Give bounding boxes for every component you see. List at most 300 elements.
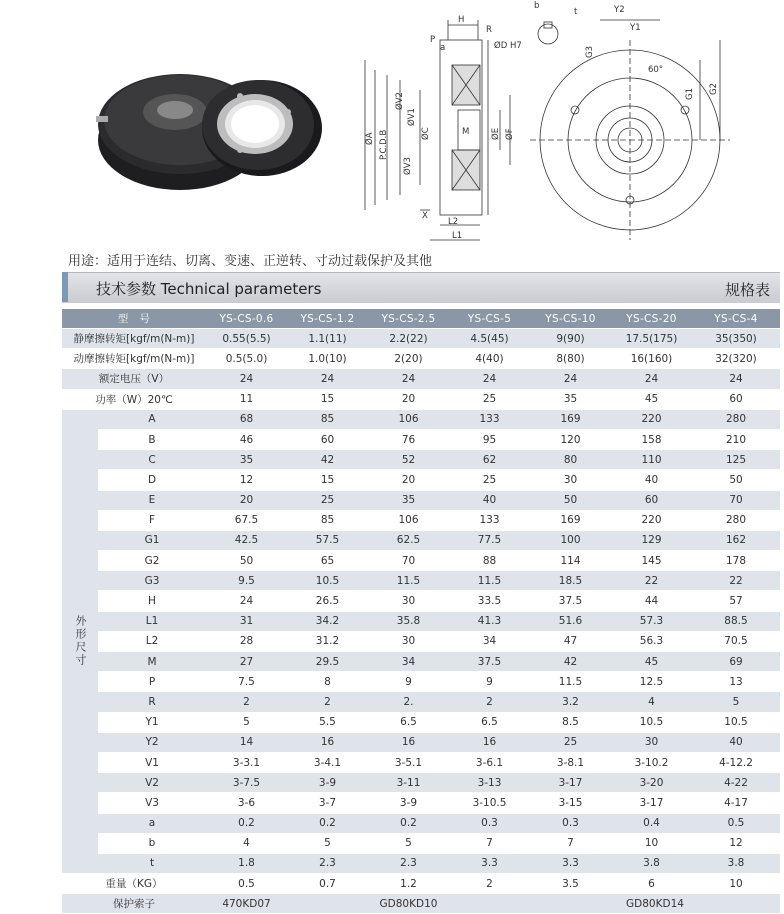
table-cell: 0.2 <box>287 813 368 833</box>
row-label: 功率（W）20℃ <box>62 389 206 409</box>
table-cell: 30 <box>368 591 449 611</box>
table-cell: 24 <box>611 369 692 389</box>
table-cell: 77.5 <box>449 530 530 550</box>
row-label: B <box>98 429 206 449</box>
dim-label-y2: Y2 <box>614 5 625 15</box>
dim-label-v2: ØV2 <box>395 92 405 110</box>
table-cell: 2 <box>449 874 530 894</box>
table-row <box>62 591 780 611</box>
table-cell: 8(80) <box>530 349 611 369</box>
model-header-cell: YS-CS-10 <box>530 309 611 329</box>
row-label: 额定电压（V） <box>62 369 206 389</box>
table-row <box>62 631 780 651</box>
row-label: 动摩擦转矩[kgf/m(N-m)] <box>62 349 206 369</box>
table-cell: 67.5 <box>206 510 287 530</box>
table-cell: 162 <box>692 530 780 550</box>
table-cell: 31 <box>206 611 287 631</box>
table-cell: 3-3.1 <box>206 752 287 772</box>
row-label: F <box>98 510 206 530</box>
dim-label-v1: ØV1 <box>407 108 417 126</box>
table-cell: 33.5 <box>449 591 530 611</box>
table-cell: 11.5 <box>449 571 530 591</box>
table-cell: 11 <box>206 389 287 409</box>
table-cell: 4 <box>206 833 287 853</box>
table-cell: 7.5 <box>206 672 287 692</box>
table-cell: 0.3 <box>530 813 611 833</box>
table-cell: 20 <box>368 389 449 409</box>
table-cell: 45 <box>611 652 692 672</box>
table-cell: 3-15 <box>530 793 611 813</box>
section-title: 技术参数 Technical parameters <box>96 280 322 298</box>
table-cell: 14 <box>206 732 287 752</box>
row-label: b <box>98 833 206 853</box>
table-row <box>62 692 780 712</box>
table-row <box>62 813 780 833</box>
table-cell: 280 <box>692 409 780 429</box>
table-cell: 8 <box>287 672 368 692</box>
row-label: C <box>98 450 206 470</box>
table-cell: 50 <box>206 551 287 571</box>
table-cell: 169 <box>530 510 611 530</box>
table-cell: 13 <box>692 672 780 692</box>
table-cell: 50 <box>530 490 611 510</box>
table-row <box>62 490 780 510</box>
model-header-cell: YS-CS-20 <box>611 309 692 329</box>
table-cell: 35 <box>368 490 449 510</box>
table-cell: 3.5 <box>530 874 611 894</box>
dim-label-c: ØC <box>421 127 431 140</box>
dim-label-b: b <box>534 1 540 11</box>
table-cell: 16 <box>368 732 449 752</box>
dim-label-m: M <box>462 127 470 137</box>
table-cell: 10.5 <box>287 571 368 591</box>
table-cell: 76 <box>368 429 449 449</box>
table-row <box>62 732 780 752</box>
table-cell: 37.5 <box>530 591 611 611</box>
table-cell: 178 <box>692 551 780 571</box>
table-cell: 17.5(175) <box>611 329 692 349</box>
table-cell: 2.2(22) <box>368 329 449 349</box>
row-label: G1 <box>98 530 206 550</box>
table-cell: 3-9 <box>287 773 368 793</box>
table-cell: 210 <box>692 429 780 449</box>
section-header-accent <box>62 272 68 302</box>
table-cell: 25 <box>530 732 611 752</box>
table-cell: 32(320) <box>692 349 780 369</box>
dim-label-t: t <box>574 7 578 17</box>
table-cell: 24 <box>692 369 780 389</box>
table-row <box>62 329 780 349</box>
table-cell: 9(90) <box>530 329 611 349</box>
table-cell: 41.3 <box>449 611 530 631</box>
table-row <box>62 429 780 449</box>
row-label: L2 <box>98 631 206 651</box>
table-cell: 69 <box>692 652 780 672</box>
table-cell: 2(20) <box>368 349 449 369</box>
table-cell: 3-17 <box>530 773 611 793</box>
table-cell: 15 <box>287 389 368 409</box>
table-cell: 25 <box>449 470 530 490</box>
table-cell: 24 <box>206 591 287 611</box>
row-label: L1 <box>98 611 206 631</box>
row-label: 保护索子 <box>62 894 206 914</box>
dim-label-f: ØF <box>505 128 515 140</box>
table-row <box>62 349 780 369</box>
table-cell: 40 <box>611 470 692 490</box>
dim-label-e: ØE <box>491 127 501 140</box>
table-row <box>62 510 780 530</box>
table-cell: 3-5.1 <box>368 752 449 772</box>
table-cell: 145 <box>611 551 692 571</box>
table-cell: 0.4 <box>611 813 692 833</box>
table-cell: 1.1(11) <box>287 329 368 349</box>
table-cell: 25 <box>449 389 530 409</box>
table-cell: 16(160) <box>611 349 692 369</box>
table-cell: 280 <box>692 510 780 530</box>
table-cell: 220 <box>611 510 692 530</box>
table-cell: 24 <box>368 369 449 389</box>
table-cell: 6.5 <box>449 712 530 732</box>
model-header-cell: YS-CS-1.2 <box>287 309 368 329</box>
table-cell: 30 <box>368 631 449 651</box>
table-cell: 2.3 <box>287 853 368 873</box>
table-cell: 24 <box>206 369 287 389</box>
table-cell: 3.8 <box>692 853 780 873</box>
row-label: D <box>98 470 206 490</box>
table-cell: 3-8.1 <box>530 752 611 772</box>
usage-text: 用途：适用于连结、切离、变速、正逆转、寸动过载保护及其他 <box>68 254 433 269</box>
table-cell: 3.3 <box>530 853 611 873</box>
table-cell: 8.5 <box>530 712 611 732</box>
table-cell: 12 <box>206 470 287 490</box>
table-cell: 60 <box>692 389 780 409</box>
table-cell: 52 <box>368 450 449 470</box>
table-cell: 2 <box>206 692 287 712</box>
table-cell: 3-9 <box>368 793 449 813</box>
dim-label-l2: L2 <box>448 217 459 227</box>
table-cell: GD80KD14 <box>530 894 780 914</box>
table-cell: 35 <box>530 389 611 409</box>
table-cell: 6 <box>611 874 692 894</box>
dim-label-a-dia: ØA <box>365 132 375 145</box>
table-cell: 47 <box>530 631 611 651</box>
table-cell: 24 <box>287 369 368 389</box>
table-cell: 4-22 <box>692 773 780 793</box>
dim-label-r: R <box>486 25 492 35</box>
table-cell: 158 <box>611 429 692 449</box>
row-label: 重量（KG） <box>62 874 206 894</box>
table-cell: 0.2 <box>368 813 449 833</box>
table-cell: 20 <box>368 470 449 490</box>
row-label: P <box>98 672 206 692</box>
dim-label-pcdb: P.C.D.B <box>379 129 389 160</box>
table-cell: 3-10.2 <box>611 752 692 772</box>
model-header-cell: YS-CS-0.6 <box>206 309 287 329</box>
table-cell: 100 <box>530 530 611 550</box>
table-cell: 60 <box>611 490 692 510</box>
table-cell: 31.2 <box>287 631 368 651</box>
table-cell: 5 <box>287 833 368 853</box>
table-cell: 35(350) <box>692 329 780 349</box>
table-cell: 11.5 <box>368 571 449 591</box>
table-cell: 3-7 <box>287 793 368 813</box>
table-row <box>62 773 780 793</box>
table-cell: 44 <box>611 591 692 611</box>
table-cell: 0.3 <box>449 813 530 833</box>
table-cell: 7 <box>530 833 611 853</box>
dim-label-g2: G2 <box>709 83 719 95</box>
table-cell: 1.8 <box>206 853 287 873</box>
table-cell: 5 <box>692 692 780 712</box>
table-cell: 133 <box>449 409 530 429</box>
row-label: a <box>98 813 206 833</box>
table-cell: 42 <box>530 652 611 672</box>
row-label: G3 <box>98 571 206 591</box>
table-row <box>62 470 780 490</box>
row-label: V1 <box>98 752 206 772</box>
table-cell: 110 <box>611 450 692 470</box>
table-cell: 2 <box>287 692 368 712</box>
table-cell: 3.2 <box>530 692 611 712</box>
table-cell: 42 <box>287 450 368 470</box>
dim-label-l1: L1 <box>452 231 463 241</box>
table-row <box>62 672 780 692</box>
table-cell: 10.5 <box>611 712 692 732</box>
spec-sheet-label: 规格表 <box>724 281 770 299</box>
table-cell: 62 <box>449 450 530 470</box>
table-cell: 70 <box>692 490 780 510</box>
dim-label-p: P <box>430 35 436 45</box>
row-label: H <box>98 591 206 611</box>
dim-label-h: H <box>458 15 465 25</box>
row-label: G2 <box>98 551 206 571</box>
table-row <box>62 894 780 914</box>
dim-label-x: X <box>422 211 428 221</box>
row-label: Y1 <box>98 712 206 732</box>
table-cell: 34 <box>449 631 530 651</box>
table-cell: 6.5 <box>368 712 449 732</box>
table-cell: 2.3 <box>368 853 449 873</box>
table-row <box>62 389 780 409</box>
table-cell: 3-10.5 <box>449 793 530 813</box>
table-cell: GD80KD10 <box>287 894 530 914</box>
table-cell: 169 <box>530 409 611 429</box>
table-cell: 3-6 <box>206 793 287 813</box>
table-header-row <box>62 309 780 329</box>
table-cell: 56.3 <box>611 631 692 651</box>
table-row <box>62 530 780 550</box>
table-cell: 45 <box>611 389 692 409</box>
table-row <box>62 652 780 672</box>
drawing-area <box>0 0 784 250</box>
table-cell: 85 <box>287 409 368 429</box>
table-row <box>62 793 780 813</box>
table-cell: 16 <box>287 732 368 752</box>
table-cell: 0.5 <box>692 813 780 833</box>
table-cell: 10 <box>692 874 780 894</box>
table-cell: 5 <box>206 712 287 732</box>
row-label: 静摩擦转矩[kgf/m(N-m)] <box>62 329 206 349</box>
table-cell: 42.5 <box>206 530 287 550</box>
table-cell: 129 <box>611 530 692 550</box>
table-cell: 30 <box>530 470 611 490</box>
table-cell: 88 <box>449 551 530 571</box>
table-cell: 46 <box>206 429 287 449</box>
table-cell: 88.5 <box>692 611 780 631</box>
table-cell: 3-11 <box>368 773 449 793</box>
table-cell: 3.3 <box>449 853 530 873</box>
table-cell: 95 <box>449 429 530 449</box>
model-header-cell: YS-CS-5 <box>449 309 530 329</box>
table-row <box>62 752 780 772</box>
table-cell: 40 <box>692 732 780 752</box>
table-cell: 133 <box>449 510 530 530</box>
table-cell: 1.2 <box>368 874 449 894</box>
table-cell: 3-20 <box>611 773 692 793</box>
table-cell: 2 <box>449 692 530 712</box>
table-cell: 70 <box>368 551 449 571</box>
table-cell: 9 <box>368 672 449 692</box>
table-cell: 5 <box>368 833 449 853</box>
table-cell: 57 <box>692 591 780 611</box>
table-cell: 22 <box>692 571 780 591</box>
table-cell: 57.3 <box>611 611 692 631</box>
table-cell: 3-17 <box>611 793 692 813</box>
spec-table <box>62 309 780 914</box>
table-cell: 50 <box>692 470 780 490</box>
dimension-group-label: 外形尺寸 <box>62 409 98 873</box>
table-cell: 60 <box>287 429 368 449</box>
table-cell: 114 <box>530 551 611 571</box>
table-cell: 68 <box>206 409 287 429</box>
table-cell: 3-4.1 <box>287 752 368 772</box>
spec-table-body <box>62 309 780 914</box>
table-cell: 27 <box>206 652 287 672</box>
table-cell: 11.5 <box>530 672 611 692</box>
table-cell: 34 <box>368 652 449 672</box>
row-label: Y2 <box>98 732 206 752</box>
table-cell: 0.7 <box>287 874 368 894</box>
row-label: R <box>98 692 206 712</box>
table-cell: 51.6 <box>530 611 611 631</box>
row-label: V2 <box>98 773 206 793</box>
table-row <box>62 611 780 631</box>
table-cell: 5.5 <box>287 712 368 732</box>
dim-label-g1: G1 <box>685 88 695 100</box>
table-cell: 4-17 <box>692 793 780 813</box>
row-label: t <box>98 853 206 873</box>
table-row <box>62 833 780 853</box>
table-cell: 9.5 <box>206 571 287 591</box>
table-row <box>62 853 780 873</box>
table-cell: 7 <box>449 833 530 853</box>
dim-label-a: a <box>440 43 446 53</box>
table-row <box>62 571 780 591</box>
table-cell: 0.5 <box>206 874 287 894</box>
dim-label-y1: Y1 <box>630 23 641 33</box>
table-row <box>62 450 780 470</box>
table-row <box>62 409 780 429</box>
table-cell: 4-12.2 <box>692 752 780 772</box>
model-header-cell: YS-CS-4 <box>692 309 780 329</box>
table-cell: 106 <box>368 510 449 530</box>
table-cell: 120 <box>530 429 611 449</box>
front-view <box>530 20 730 240</box>
table-cell: 65 <box>287 551 368 571</box>
table-cell: 15 <box>287 470 368 490</box>
table-cell: 18.5 <box>530 571 611 591</box>
table-cell: 3-7.5 <box>206 773 287 793</box>
table-cell: 220 <box>611 409 692 429</box>
table-cell: 40 <box>449 490 530 510</box>
table-cell: 25 <box>287 490 368 510</box>
table-cell: 12.5 <box>611 672 692 692</box>
dim-label-angle: 60° <box>648 65 664 75</box>
table-cell: 85 <box>287 510 368 530</box>
table-cell: 62.5 <box>368 530 449 550</box>
table-cell: 470KD07 <box>206 894 287 914</box>
table-row <box>62 874 780 894</box>
table-cell: 9 <box>449 672 530 692</box>
table-cell: 26.5 <box>287 591 368 611</box>
table-row <box>62 712 780 732</box>
row-label: V3 <box>98 793 206 813</box>
table-cell: 16 <box>449 732 530 752</box>
table-cell: 35.8 <box>368 611 449 631</box>
table-cell: 0.2 <box>206 813 287 833</box>
table-cell: 20 <box>206 490 287 510</box>
table-cell: 2. <box>368 692 449 712</box>
table-cell: 24 <box>449 369 530 389</box>
table-cell: 22 <box>611 571 692 591</box>
product-photo <box>96 74 322 190</box>
table-cell: 29.5 <box>287 652 368 672</box>
dim-label-g3: G3 <box>585 46 595 58</box>
table-cell: 3-6.1 <box>449 752 530 772</box>
model-header-label: 型 号 <box>62 309 206 329</box>
row-label: A <box>98 409 206 429</box>
table-cell: 28 <box>206 631 287 651</box>
table-cell: 0.5(5.0) <box>206 349 287 369</box>
table-cell: 4.5(45) <box>449 329 530 349</box>
dim-label-v3: ØV3 <box>403 157 413 175</box>
table-cell: 3.8 <box>611 853 692 873</box>
table-cell: 80 <box>530 450 611 470</box>
table-cell: 106 <box>368 409 449 429</box>
table-cell: 0.55(5.5) <box>206 329 287 349</box>
table-cell: 35 <box>206 450 287 470</box>
table-cell: 10.5 <box>692 712 780 732</box>
table-cell: 10 <box>611 833 692 853</box>
model-header-cell: YS-CS-2.5 <box>368 309 449 329</box>
table-cell: 34.2 <box>287 611 368 631</box>
table-cell: 30 <box>611 732 692 752</box>
table-cell: 37.5 <box>449 652 530 672</box>
table-cell: 57.5 <box>287 530 368 550</box>
table-cell: 3-13 <box>449 773 530 793</box>
table-cell: 4 <box>611 692 692 712</box>
table-cell: 12 <box>692 833 780 853</box>
table-cell: 24 <box>530 369 611 389</box>
table-cell: 1.0(10) <box>287 349 368 369</box>
row-label: M <box>98 652 206 672</box>
table-row <box>62 551 780 571</box>
row-label: E <box>98 490 206 510</box>
technical-drawing <box>0 0 784 250</box>
table-row <box>62 369 780 389</box>
table-cell: 4(40) <box>449 349 530 369</box>
table-cell: 125 <box>692 450 780 470</box>
